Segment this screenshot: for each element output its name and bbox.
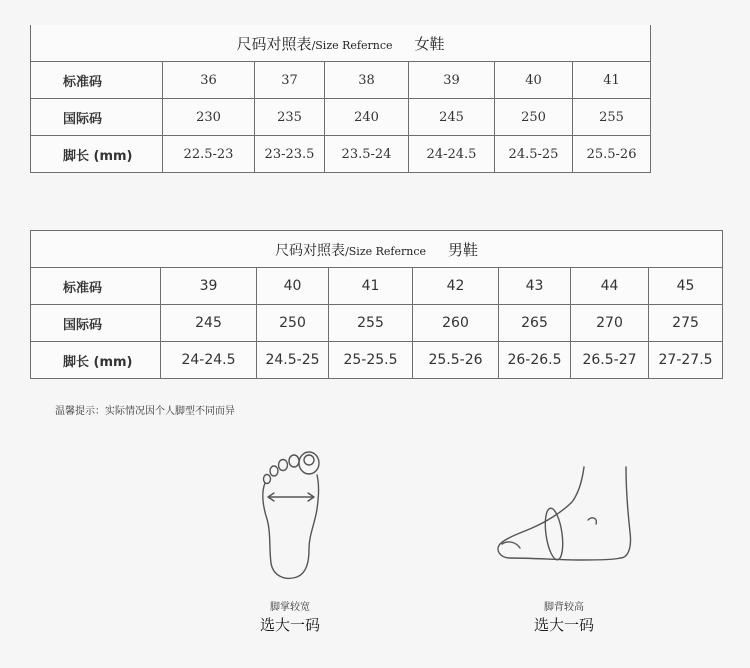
high-instep-caption: 脚背较高 (544, 602, 584, 613)
table-cell: 26.5-27 (571, 342, 649, 379)
table-cell: 245 (161, 305, 257, 342)
table-cell: 40 (495, 62, 573, 99)
table-cell: 41 (573, 62, 651, 99)
men-size-table (30, 230, 723, 379)
women-title-en: /Size Refernce (311, 38, 393, 52)
table-cell: 250 (257, 305, 329, 342)
wide-foot-caption: 脚掌较宽 (270, 602, 310, 613)
table-cell: 250 (495, 99, 573, 136)
table-cell: 25.5-26 (573, 136, 651, 173)
table-cell: 27-27.5 (649, 342, 723, 379)
table-cell: 41 (329, 268, 413, 305)
table-cell: 39 (161, 268, 257, 305)
row-label: 脚长 (mm) (31, 342, 161, 379)
table-row (31, 305, 723, 342)
row-label: 脚长 (mm) (31, 136, 163, 173)
table-cell: 43 (499, 268, 571, 305)
table-cell: 26-26.5 (499, 342, 571, 379)
row-label: 国际码 (31, 99, 163, 136)
table-cell: 36 (163, 62, 255, 99)
table-cell: 255 (329, 305, 413, 342)
men-title-en: /Size Refernce (345, 244, 427, 258)
women-table-title (31, 25, 651, 62)
table-cell: 37 (255, 62, 325, 99)
table-row (31, 62, 651, 99)
table-cell: 235 (255, 99, 325, 136)
table-cell: 260 (413, 305, 499, 342)
men-title-cn: 尺码对照表 (275, 242, 346, 259)
high-instep-advice: 选大一码 (533, 616, 594, 634)
table-row (31, 342, 723, 379)
table-cell: 25.5-26 (413, 342, 499, 379)
table-row (31, 99, 651, 136)
women-gender-label: 女鞋 (414, 34, 445, 53)
table-cell: 255 (573, 99, 651, 136)
table-cell: 24-24.5 (409, 136, 495, 173)
table-cell: 44 (571, 268, 649, 305)
row-label: 标准码 (31, 62, 163, 99)
table-cell: 25-25.5 (329, 342, 413, 379)
table-cell: 45 (649, 268, 723, 305)
table-cell: 24.5-25 (495, 136, 573, 173)
table-cell: 23.5-24 (325, 136, 409, 173)
table-cell: 42 (413, 268, 499, 305)
men-gender-label: 男鞋 (448, 240, 479, 259)
table-cell: 265 (499, 305, 571, 342)
table-cell: 38 (325, 62, 409, 99)
table-row (31, 268, 723, 305)
men-table-title (31, 231, 723, 268)
table-cell: 230 (163, 99, 255, 136)
table-cell: 22.5-23 (163, 136, 255, 173)
table-cell: 275 (649, 305, 723, 342)
wide-foot-advice: 选大一码 (259, 616, 320, 634)
table-cell: 24-24.5 (161, 342, 257, 379)
table-cell: 24.5-25 (257, 342, 329, 379)
table-cell: 240 (325, 99, 409, 136)
table-cell: 39 (409, 62, 495, 99)
table-cell: 245 (409, 99, 495, 136)
high-instep-icon (492, 462, 642, 572)
row-label: 国际码 (31, 305, 161, 342)
women-size-table (30, 25, 651, 173)
table-cell: 40 (257, 268, 329, 305)
table-cell: 270 (571, 305, 649, 342)
fit-tip: 温馨提示：实际情况因个人脚型不同而异 (55, 406, 235, 417)
table-row (31, 136, 651, 173)
table-cell: 23-23.5 (255, 136, 325, 173)
women-title-cn: 尺码对照表 (236, 34, 312, 53)
row-label: 标准码 (31, 268, 161, 305)
wide-foot-icon (245, 445, 335, 585)
